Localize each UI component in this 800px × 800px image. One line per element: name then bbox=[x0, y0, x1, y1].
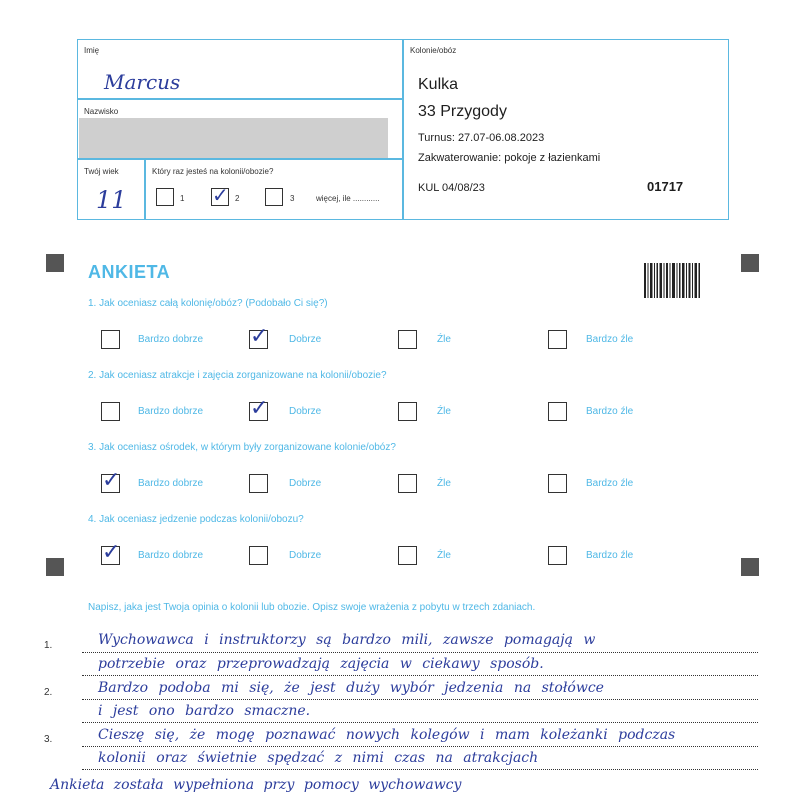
answer-1-line-1[interactable]: Wychowawca i instruktorzy są bardzo mili, zawsze pomagają w bbox=[98, 632, 596, 648]
registration-marker bbox=[46, 254, 64, 272]
answer-2-line-1[interactable]: Bardzo podoba mi się, że jest duży wybór jedzenia na stołówce bbox=[98, 680, 604, 696]
question-4-option-checkbox[interactable] bbox=[548, 546, 567, 565]
question-3-option-label: Bardzo dobrze bbox=[138, 478, 204, 489]
checkmark-icon: ✓ bbox=[212, 183, 229, 207]
question-1-option-label: Dobrze bbox=[289, 334, 322, 345]
visit-count-option-label: 3 bbox=[290, 194, 295, 203]
divider bbox=[144, 158, 146, 220]
visit-count-option-label: 1 bbox=[180, 194, 185, 203]
question-1-option-label: Bardzo źle bbox=[586, 334, 634, 345]
visit-count-label: Który raz jesteś na kolonii/obozie? bbox=[152, 167, 274, 176]
question-1-option-checkbox[interactable] bbox=[101, 330, 120, 349]
surname-redacted bbox=[79, 118, 388, 158]
question-1-text: 1. Jak oceniasz całą kolonię/obóz? (Podobało Ci się?) bbox=[88, 298, 328, 309]
question-4-option-label: Źle bbox=[437, 550, 451, 561]
question-4-text: 4. Jak oceniasz jedzenie podczas kolonii/obozu? bbox=[88, 514, 304, 525]
question-1-option-label: Źle bbox=[437, 334, 451, 345]
answer-3-line-1[interactable]: Cieszę się, że mogę poznawać nowych kolegów i mam koleżanki podczas bbox=[98, 727, 676, 743]
question-2-option-label: Bardzo dobrze bbox=[138, 406, 204, 417]
visit-count-checkbox-1[interactable] bbox=[156, 188, 174, 206]
accommodation: Zakwaterowanie: pokoje z łazienkami bbox=[418, 152, 601, 164]
checkmark-icon: ✓ bbox=[102, 540, 121, 565]
answer-1-line-2[interactable]: potrzebie oraz przeprowadzają zajęcia w ciekawy sposób. bbox=[98, 656, 544, 672]
survey-title: ANKIETA bbox=[88, 262, 171, 282]
camp-name: Kulka bbox=[418, 76, 459, 93]
answer-line bbox=[82, 675, 758, 676]
opinion-instruction: Napisz, jaka jest Twoja opinia o kolonii lub obozie. Opisz swoje wrażenia z pobytu w trzech zdaniach. bbox=[88, 602, 536, 613]
question-4-option-checkbox[interactable] bbox=[398, 546, 417, 565]
answer-number: 2. bbox=[44, 687, 53, 698]
question-3-option-checkbox[interactable] bbox=[398, 474, 417, 493]
question-2-option-checkbox[interactable] bbox=[101, 402, 120, 421]
question-3-option-label: Źle bbox=[437, 478, 451, 489]
surname-label: Nazwisko bbox=[84, 107, 119, 116]
answer-number: 1. bbox=[44, 640, 53, 651]
answer-number: 3. bbox=[44, 734, 53, 745]
question-1-option-checkbox[interactable] bbox=[548, 330, 567, 349]
question-4-option-checkbox[interactable] bbox=[249, 546, 268, 565]
question-3-option-label: Dobrze bbox=[289, 478, 322, 489]
checkmark-icon: ✓ bbox=[102, 468, 121, 493]
registration-marker bbox=[741, 254, 759, 272]
divider bbox=[77, 158, 403, 160]
checkmark-icon: ✓ bbox=[250, 396, 269, 421]
registration-marker bbox=[741, 558, 759, 576]
question-3-option-label: Bardzo źle bbox=[586, 478, 634, 489]
question-2-text: 2. Jak oceniasz atrakcje i zajęcia zorganizowane na kolonii/obozie? bbox=[88, 370, 387, 381]
question-2-option-checkbox[interactable] bbox=[398, 402, 417, 421]
answer-2-line-2[interactable]: i jest ono bardzo smaczne. bbox=[98, 703, 311, 719]
age-label: Twój wiek bbox=[84, 167, 119, 176]
registration-marker bbox=[46, 558, 64, 576]
turnus: Turnus: 27.07-06.08.2023 bbox=[418, 132, 545, 144]
question-1-option-checkbox[interactable] bbox=[398, 330, 417, 349]
form-number: 01717 bbox=[647, 179, 684, 194]
first-name-value[interactable]: Marcus bbox=[104, 70, 181, 94]
question-3-option-checkbox[interactable] bbox=[548, 474, 567, 493]
answer-line bbox=[82, 652, 758, 653]
question-2-option-checkbox[interactable] bbox=[548, 402, 567, 421]
visit-count-option-more: więcej, ile ............ bbox=[316, 194, 380, 203]
question-4-option-label: Bardzo dobrze bbox=[138, 550, 204, 561]
camp-code: KUL 04/08/23 bbox=[418, 182, 485, 194]
barcode-icon bbox=[644, 263, 700, 298]
answer-line bbox=[82, 769, 758, 770]
checkmark-icon: ✓ bbox=[250, 324, 269, 349]
question-2-option-label: Źle bbox=[437, 406, 451, 417]
question-4-option-label: Dobrze bbox=[289, 550, 322, 561]
answer-line bbox=[82, 746, 758, 747]
question-2-option-label: Dobrze bbox=[289, 406, 322, 417]
question-3-text: 3. Jak oceniasz ośrodek, w którym były zorganizowane kolonie/obóz? bbox=[88, 442, 396, 453]
answer-line bbox=[82, 699, 758, 700]
visit-count-option-label: 2 bbox=[235, 194, 240, 203]
camp-label: Kolonie/obóz bbox=[410, 46, 457, 55]
question-4-option-label: Bardzo źle bbox=[586, 550, 634, 561]
question-2-option-label: Bardzo źle bbox=[586, 406, 634, 417]
footer-note: Ankieta została wypełniona przy pomocy wychowawcy bbox=[50, 777, 462, 793]
answer-3-line-2[interactable]: kolonii oraz świetnie spędzać z nimi czas na atrakcjach bbox=[98, 750, 539, 766]
camp-program: 33 Przygody bbox=[418, 103, 507, 120]
visit-count-checkbox-3[interactable] bbox=[265, 188, 283, 206]
answer-line bbox=[82, 722, 758, 723]
first-name-label: Imię bbox=[84, 46, 100, 55]
age-value[interactable]: 11 bbox=[96, 186, 127, 214]
divider bbox=[77, 98, 403, 100]
question-3-option-checkbox[interactable] bbox=[249, 474, 268, 493]
divider bbox=[402, 39, 404, 220]
question-1-option-label: Bardzo dobrze bbox=[138, 334, 204, 345]
